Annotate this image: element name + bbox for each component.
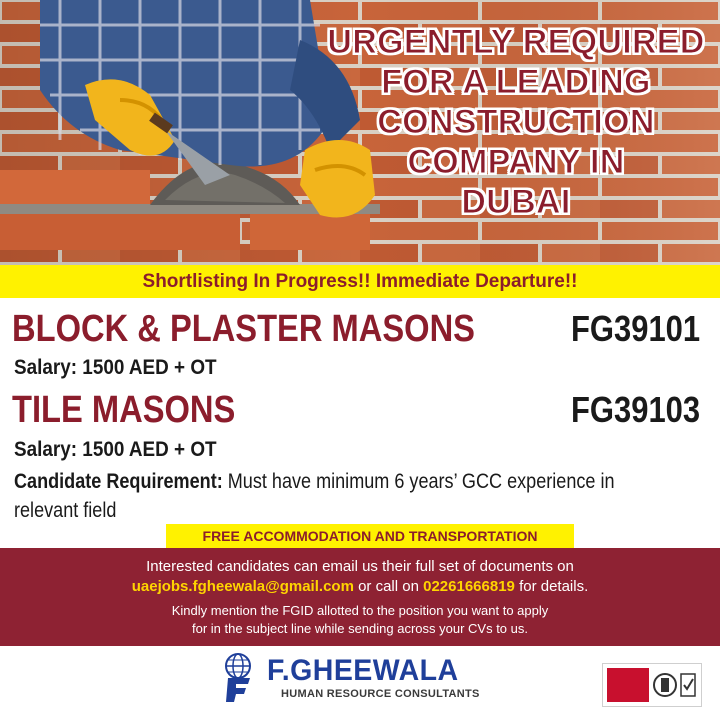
hero-image — [0, 0, 720, 265]
shortlisting-banner: Shortlisting In Progress!! Immediate Departure!! — [0, 265, 720, 298]
job-title: BLOCK & PLASTER MASONS — [12, 308, 475, 350]
job-salary — [14, 437, 217, 463]
globe-f-icon — [218, 652, 258, 702]
bureau-veritas-certification-icon — [602, 663, 702, 707]
salary-label: Salary: — [14, 356, 78, 379]
headline-line: COMPANY IN — [407, 143, 625, 181]
candidate-requirement — [14, 467, 702, 525]
salary-label: Salary: — [14, 438, 78, 461]
phone-link[interactable]: 02261666819 — [423, 578, 515, 595]
job-salary — [14, 355, 217, 381]
contact-line — [0, 577, 720, 597]
headline-line: DUBAI — [461, 183, 571, 221]
headline — [326, 22, 706, 222]
job-code: FG39101 — [570, 308, 700, 349]
headline-line: URGENTLY REQUIRED — [327, 23, 705, 61]
cert-seal-icon — [653, 668, 697, 702]
contact-line: Interested candidates can email us their full set of documents on — [146, 558, 574, 575]
requirement-label: Candidate Requirement: — [14, 470, 223, 493]
headline-line: FOR A LEADING — [381, 63, 651, 101]
contact-band — [0, 548, 720, 646]
requirement-text: Must have minimum 6 years’ GCC experience in — [227, 470, 615, 493]
salary-value: 1500 AED + OT — [82, 438, 217, 461]
benefits-box: FREE ACCOMMODATION AND TRANSPORTATION — [166, 524, 574, 548]
instruction-line: Kindly mention the FGID allotted to the position you want to apply — [171, 603, 549, 618]
headline-line: CONSTRUCTION — [377, 103, 655, 141]
job-title: TILE MASONS — [12, 389, 236, 431]
instruction-line: for in the subject line while sending across your CVs to us. — [191, 621, 528, 636]
cert-red-block — [607, 668, 649, 702]
details-text: for details. — [519, 578, 589, 595]
brand-tagline: HUMAN RESOURCE CONSULTANTS — [281, 688, 480, 700]
brand-name: F.GHEEWALA — [267, 654, 459, 687]
job-code: FG39103 — [570, 389, 700, 430]
requirement-text-cont: relevant field — [14, 499, 117, 522]
salary-value: 1500 AED + OT — [82, 356, 217, 379]
or-call-text: or call on — [358, 578, 419, 595]
email-link[interactable]: uaejobs.fgheewala@gmail.com — [131, 578, 354, 595]
